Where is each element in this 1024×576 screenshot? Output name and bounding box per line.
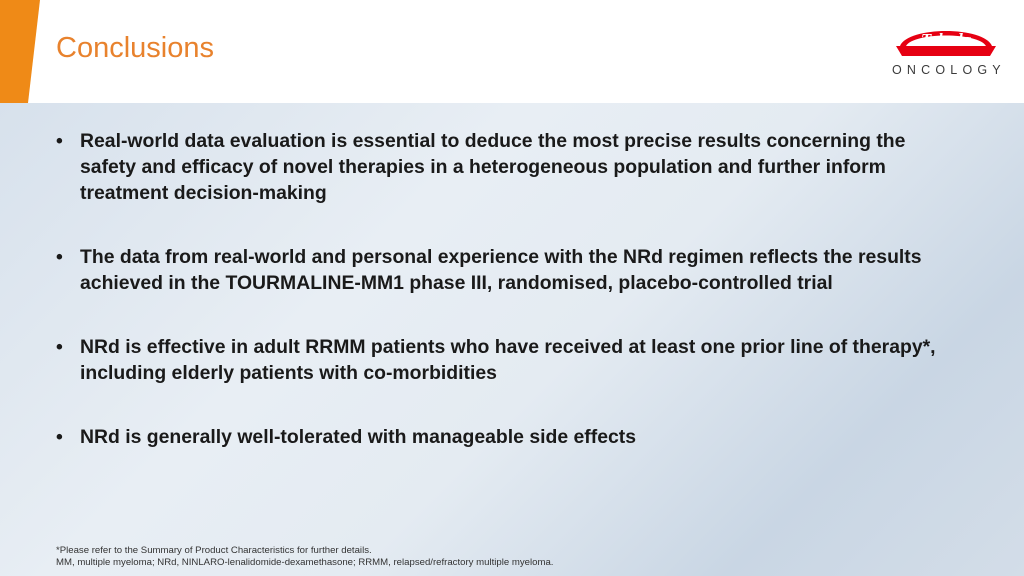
bullet-text: NRd is generally well-tolerated with manageable side effects <box>80 426 637 448</box>
slide-header <box>0 0 1024 103</box>
bullet-list <box>56 128 956 488</box>
logo-division-text: ONCOLOGY <box>892 63 1006 77</box>
bullet-glyph: • <box>56 336 63 358</box>
footnote-line: *Please refer to the Summary of Product Characteristics for further details. <box>56 545 372 556</box>
bullet-item <box>56 334 956 386</box>
bullet-glyph: • <box>56 130 63 152</box>
bullet-text: Real-world data evaluation is essential to deduce the most precise results concerning the safety and efficacy of novel therapies in a heterogeneous population and further inform treatment decision-making <box>80 130 906 204</box>
bullet-glyph: • <box>56 246 63 268</box>
accent-bar <box>0 0 40 103</box>
bullet-text: The data from real-world and personal experience with the NRd regimen reflects the results achieved in the TOURMALINE-MM1 phase III, randomised, placebo-controlled trial <box>80 246 922 294</box>
footnote-line: MM, multiple myeloma; NRd, NINLARO-lenalidomide-dexamethasone; RRMM, relapsed/refractory multiple myeloma. <box>56 557 554 568</box>
bullet-item <box>56 128 956 206</box>
bullet-glyph: • <box>56 426 63 448</box>
bullet-text: NRd is effective in adult RRMM patients who have received at least one prior line of therapy*, including elderly patients with co-morbidities <box>80 336 936 384</box>
footnotes <box>56 545 956 569</box>
takeda-oncology-logo <box>888 22 1004 82</box>
slide-title: Conclusions <box>56 32 214 64</box>
bullet-item <box>56 244 956 296</box>
takeda-logo-icon <box>894 22 998 60</box>
bullet-item <box>56 424 956 450</box>
logo-brand-text: Takeda <box>920 30 972 49</box>
